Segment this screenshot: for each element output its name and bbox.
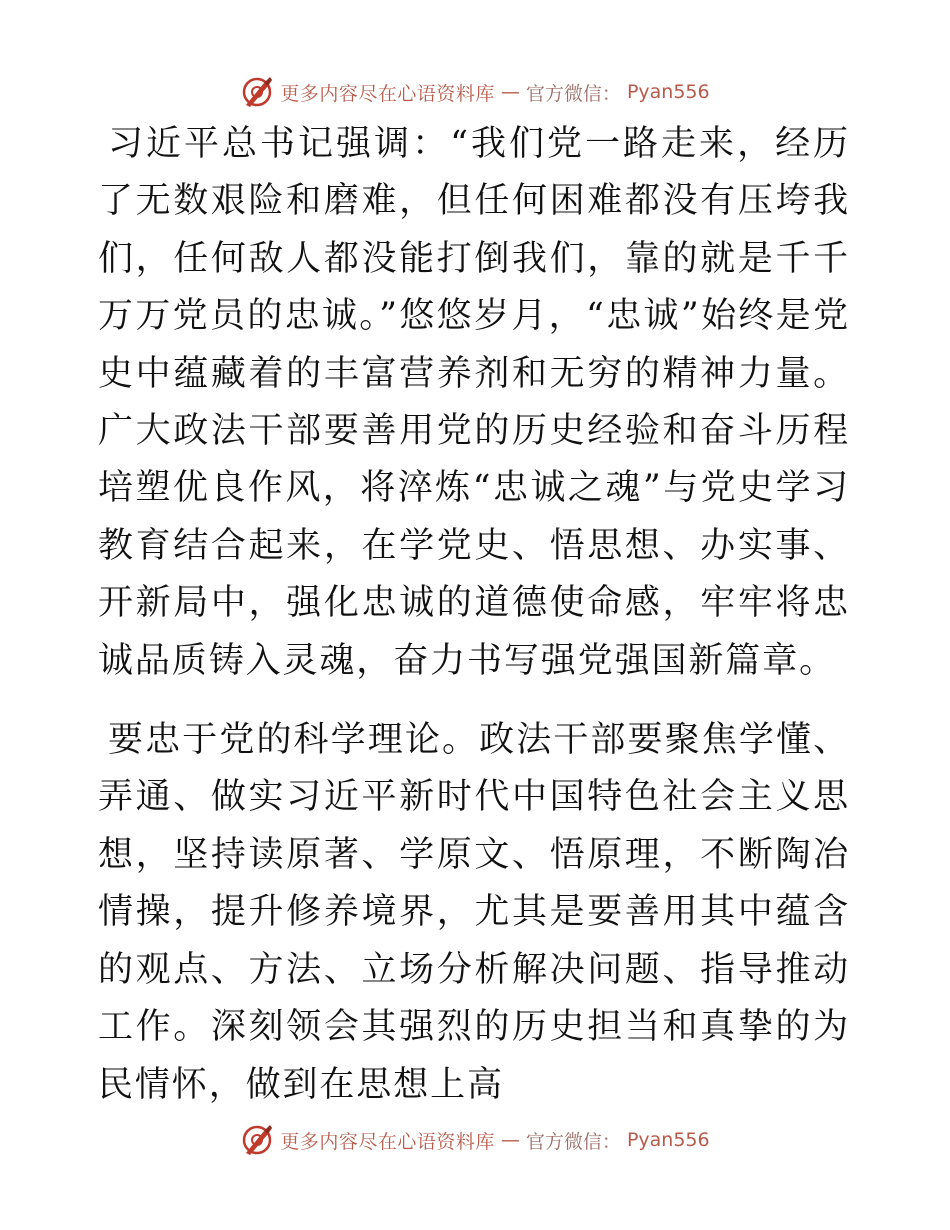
header-brand-text: 更多内容尽在心语资料库 <box>280 82 495 105</box>
footer-wechat-label: 官方微信： <box>525 1130 621 1153</box>
header-wechat-handle: Pyan556 <box>626 81 710 103</box>
header-wechat-label: 官方微信： <box>525 82 621 105</box>
paragraph-2: 要忠于党的科学理论。政法干部要聚焦学懂、弄通、做实习近平新时代中国特色社会主义思想，坚持读原著、学原文、悟原理，不断陶冶情操，提升修养境界，尤其是要善用其中蕴含的观点、方法、立场分析解决问题、指导推动工作。深刻领会其强烈的历史担当和真挚的为民情怀，做到在思想上高 <box>98 720 850 1105</box>
pen-logo-icon <box>240 1123 274 1157</box>
header-separator: — <box>500 81 520 103</box>
footer-wechat-handle: Pyan556 <box>626 1129 710 1151</box>
footer-separator: — <box>500 1129 520 1151</box>
document-body <box>98 116 850 1114</box>
pen-logo-icon <box>240 75 274 109</box>
footer-brand-text: 更多内容尽在心语资料库 <box>280 1130 495 1153</box>
header-banner <box>0 72 950 112</box>
footer-banner <box>0 1120 950 1160</box>
paragraph-1: 习近平总书记强调：“我们党一路走来，经历了无数艰险和磨难，但任何困难都没有压垮我们，任何敌人都没能打倒我们，靠的就是千千万万党员的忠诚。”悠悠岁月，“忠诚”始终是党史中蕴藏着的丰富营养剂和无穷的精神力量。广大政法干部要善用党的历史经验和奋斗历程培塑优良作风，将淬炼“忠诚之魂”与党史学习教育结合起来，在学党史、悟思想、办实事、开新局中，强化忠诚的道德使命感，牢牢将忠诚品质铸入灵魂，奋力书写强党强国新篇章。 <box>98 124 850 681</box>
